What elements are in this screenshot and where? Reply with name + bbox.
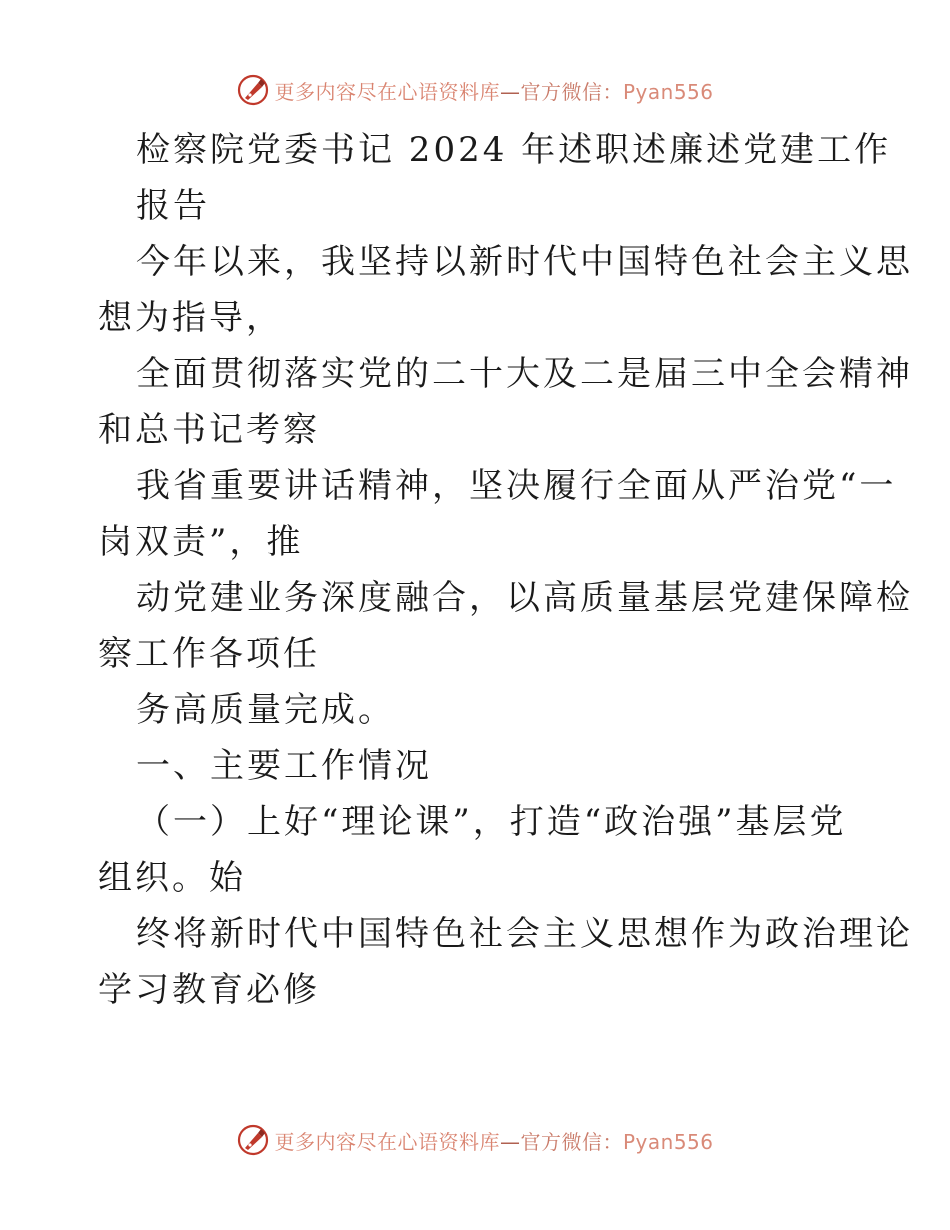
- doc-line: 务高质量完成。: [136, 690, 395, 730]
- pen-nib-logo-icon: [236, 73, 270, 107]
- watermark-sub-text: 官方微信：: [520, 79, 623, 104]
- doc-line: 察工作各项任: [98, 634, 320, 674]
- watermark-dash: —: [499, 1129, 521, 1154]
- doc-line: 终将新时代中国特色社会主义思想作为政治理论: [136, 914, 913, 954]
- doc-line: 我省重要讲话精神，坚决履行全面从严治党“一: [136, 466, 897, 506]
- subsection-heading: （一）上好“理论课”，打造“政治强”基层党: [136, 802, 847, 842]
- doc-line: 和总书记考察: [98, 410, 320, 450]
- watermark-wechat-id: Pyan556: [622, 79, 714, 104]
- doc-line: 学习教育必修: [98, 970, 320, 1010]
- doc-line: 今年以来，我坚持以新时代中国特色社会主义思: [136, 242, 913, 282]
- document-body: [98, 122, 913, 1018]
- footer-watermark: [0, 1120, 950, 1160]
- pen-nib-logo-icon: [236, 1123, 270, 1157]
- doc-line: 组织。始: [98, 858, 246, 898]
- doc-line: 想为指导，: [98, 298, 283, 338]
- doc-title-line-2: 报告: [136, 186, 210, 226]
- watermark-main-text: 更多内容尽在心语资料库: [274, 79, 500, 104]
- section-heading: 一、主要工作情况: [136, 746, 432, 786]
- watermark-main-text: 更多内容尽在心语资料库: [274, 1129, 500, 1154]
- doc-line: 全面贯彻落实党的二十大及二是届三中全会精神: [136, 354, 913, 394]
- doc-line: 动党建业务深度融合，以高质量基层党建保障检: [136, 578, 913, 618]
- doc-title-line-1: 检察院党委书记 2024 年述职述廉述党建工作: [136, 130, 892, 170]
- watermark-sub-text: 官方微信：: [520, 1129, 623, 1154]
- doc-line: 岗双责”，推: [98, 522, 304, 562]
- watermark-dash: —: [499, 79, 521, 104]
- watermark-wechat-id: Pyan556: [622, 1129, 714, 1154]
- header-watermark: [0, 70, 950, 110]
